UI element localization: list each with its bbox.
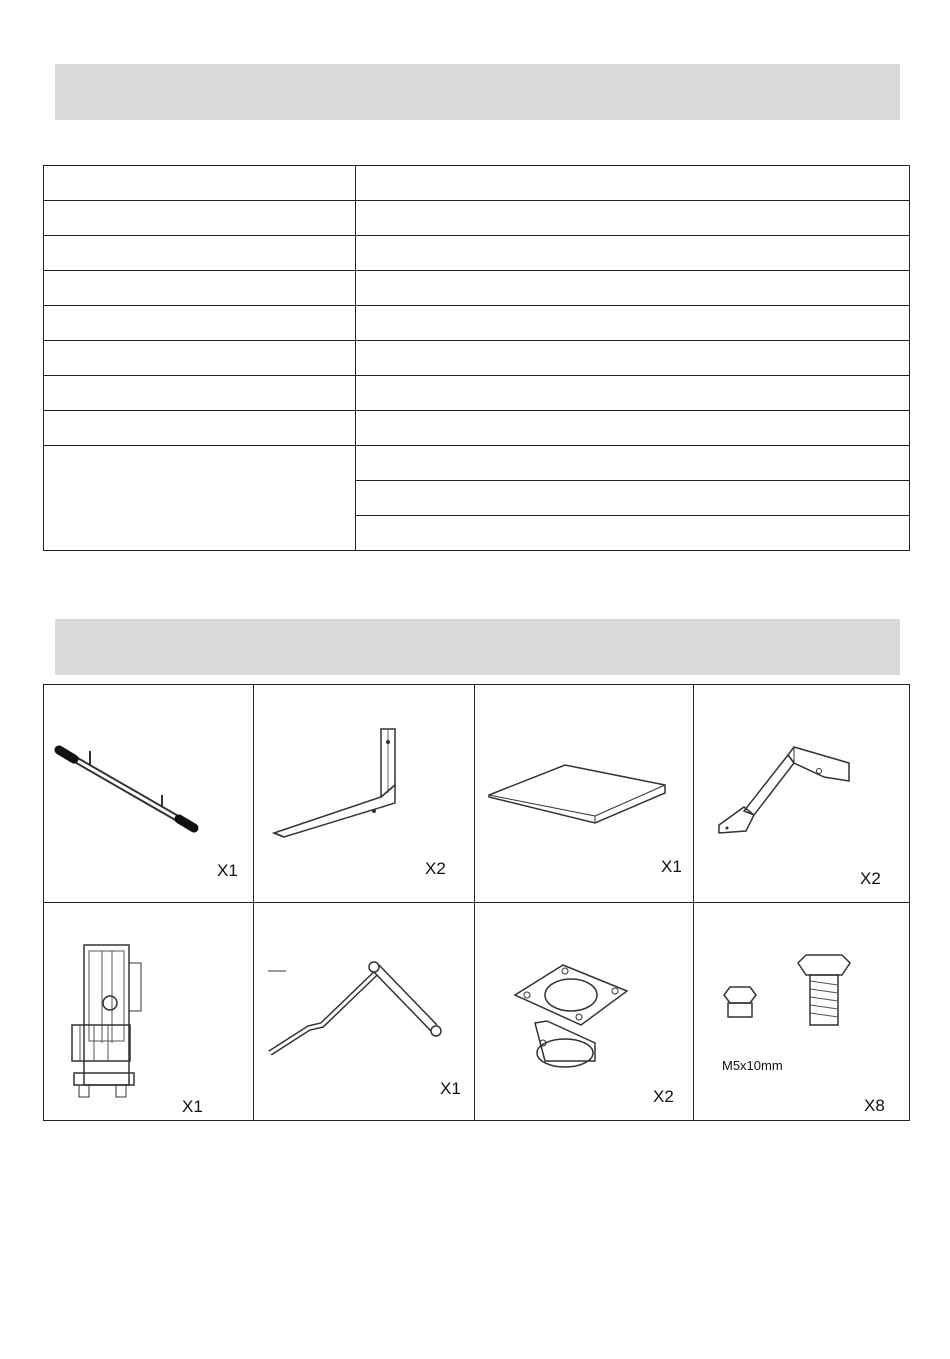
spec-value-cell [356, 166, 910, 201]
quantity-label: X1 [661, 857, 682, 876]
spec-value-cell [356, 306, 910, 341]
table-row [44, 376, 910, 411]
spec-value-cell [356, 201, 910, 236]
spec-value-cell [356, 481, 910, 516]
main-frame-illustration [44, 903, 254, 1120]
quantity-label: X2 [860, 869, 881, 888]
spec-label-cell [44, 341, 356, 376]
part-cell-l-bracket [254, 685, 475, 903]
spec-label-cell [44, 236, 356, 271]
section-header-banner-parts [55, 619, 900, 675]
spec-label-cell [44, 271, 356, 306]
table-row [44, 271, 910, 306]
specifications-table [43, 165, 910, 551]
quantity-label: X8 [864, 1096, 885, 1115]
section-header-banner-top [55, 64, 900, 120]
quantity-label: X2 [425, 859, 446, 878]
table-row [44, 306, 910, 341]
table-row [44, 341, 910, 376]
part-cell-bolt-and-nut [694, 903, 910, 1121]
table-row [44, 201, 910, 236]
part-cell-caster-wheel [475, 903, 694, 1121]
bolt-size-label: M5x10mm [722, 1058, 783, 1073]
table-row [44, 446, 910, 481]
spec-value-cell [356, 446, 910, 481]
bolt-and-nut-illustration [694, 903, 910, 1120]
quantity-label: X1 [217, 861, 238, 880]
spec-label-cell [44, 201, 356, 236]
spec-value-cell [356, 411, 910, 446]
spec-label-cell [44, 376, 356, 411]
spec-label-cell-merged [44, 446, 356, 551]
parts-list-table [43, 684, 910, 1121]
spec-label-cell [44, 306, 356, 341]
part-cell-crank-handle [254, 903, 475, 1121]
part-cell-support-bracket [694, 685, 910, 903]
spec-value-cell [356, 516, 910, 551]
quantity-label: X1 [182, 1097, 203, 1116]
spec-value-cell [356, 341, 910, 376]
table-row [44, 236, 910, 271]
table-row [44, 166, 910, 201]
part-cell-base-plate [475, 685, 694, 903]
spec-label-cell [44, 166, 356, 201]
quantity-label: X2 [653, 1087, 674, 1106]
part-cell-handle-bar [44, 685, 254, 903]
quantity-label: X1 [440, 1079, 461, 1098]
spec-value-cell [356, 271, 910, 306]
spec-label-cell [44, 411, 356, 446]
spec-value-cell [356, 376, 910, 411]
part-cell-main-frame [44, 903, 254, 1121]
spec-value-cell [356, 236, 910, 271]
table-row [44, 411, 910, 446]
